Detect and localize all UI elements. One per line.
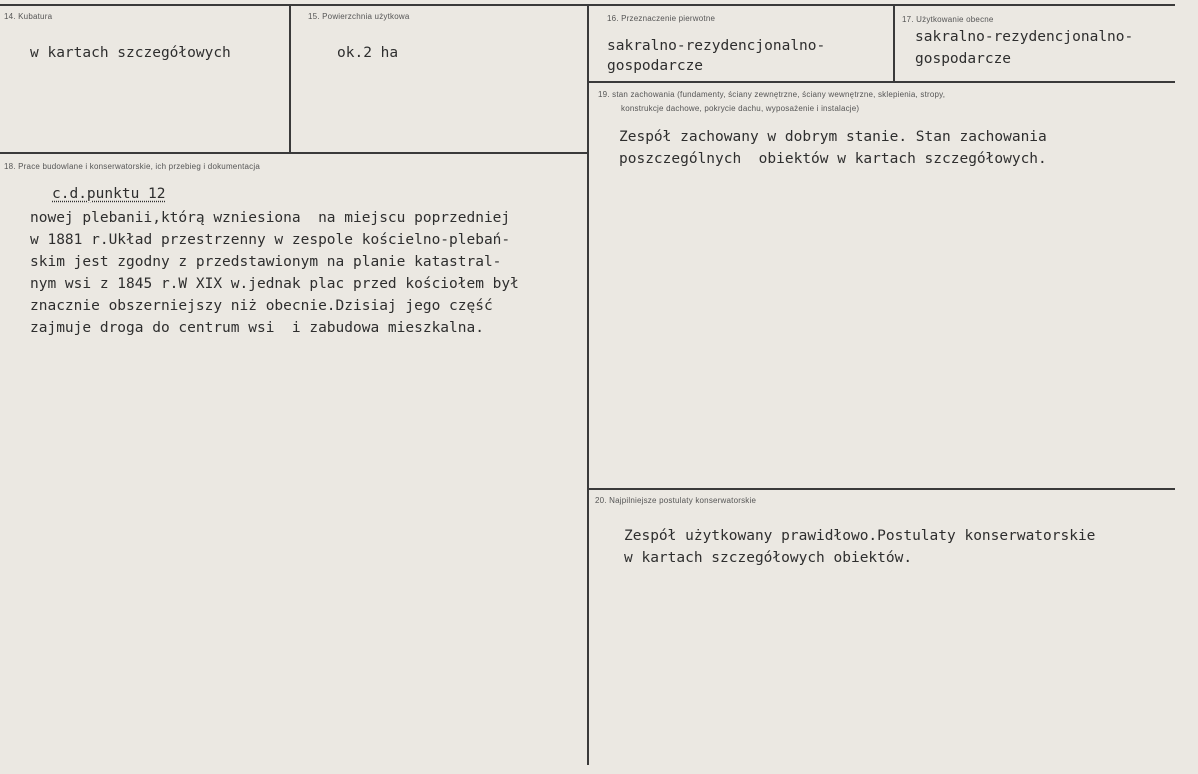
field-17-line-1: sakralno-rezydencjonalno- bbox=[915, 29, 1134, 45]
row-divider-left bbox=[0, 152, 589, 154]
field-19-line-2: poszczególnych obiektów w kartach szczegółowych. bbox=[619, 151, 1047, 167]
field-16-line-1: sakralno-rezydencjonalno- bbox=[607, 38, 826, 54]
field-17-label: 17. Użytkowanie obecne bbox=[902, 15, 994, 24]
field-20-line-1: Zespół użytkowany prawidłowo.Postulaty konserwatorskie bbox=[624, 528, 1096, 544]
row-divider-right-top bbox=[587, 81, 1175, 83]
field-19-label-line-1: 19. stan zachowania (fundamenty, ściany zewnętrzne, ściany wewnętrzne, sklepienia, stropy, bbox=[598, 90, 946, 99]
main-vertical-divider bbox=[587, 5, 589, 765]
field-19-label-line-2: konstrukcje dachowe, pokrycie dachu, wyposażenie i instalacje) bbox=[621, 104, 860, 113]
field-14-value: w kartach szczegółowych bbox=[30, 45, 231, 61]
field-15-label: 15. Powierzchnia użytkowa bbox=[308, 12, 410, 21]
field-16-label: 16. Przeznaczenie pierwotne bbox=[607, 14, 716, 23]
field-18-line-3: skim jest zgodny z przedstawionym na planie katastral- bbox=[30, 254, 502, 270]
field-18-line-6: zajmuje droga do centrum wsi i zabudowa mieszkalna. bbox=[30, 320, 484, 336]
field-18-label: 18. Prace budowlane i konserwatorskie, ich przebieg i dokumentacja bbox=[4, 162, 261, 171]
field-18-line-5: znacznie obszerniejszy niż obecnie.Dzisiaj jego część bbox=[30, 298, 493, 314]
divider-14-15 bbox=[289, 5, 291, 153]
field-15-value: ok.2 ha bbox=[337, 45, 399, 61]
field-16-line-2: gospodarcze bbox=[607, 58, 704, 74]
field-18-line-4: nym wsi z 1845 r.W XIX w.jednak plac przed kościołem był bbox=[30, 276, 519, 292]
field-20-label: 20. Najpilniejsze postulaty konserwatorskie bbox=[595, 496, 757, 505]
field-18-line-2: w 1881 r.Układ przestrzenny w zespole kościelno-plebań- bbox=[30, 232, 511, 248]
field-18-line-1: nowej plebanii,którą wzniesiona na miejscu poprzedniej bbox=[30, 210, 511, 226]
field-14-label: 14. Kubatura bbox=[4, 12, 53, 21]
field-17-line-2: gospodarcze bbox=[915, 51, 1012, 67]
row-divider-right-bottom bbox=[587, 488, 1175, 490]
field-19-line-1: Zespół zachowany w dobrym stanie. Stan zachowania bbox=[619, 129, 1047, 145]
field-20-line-2: w kartach szczegółowych obiektów. bbox=[624, 550, 913, 566]
divider-16-17 bbox=[893, 5, 895, 81]
field-18-heading: c.d.punktu 12 bbox=[52, 186, 166, 202]
